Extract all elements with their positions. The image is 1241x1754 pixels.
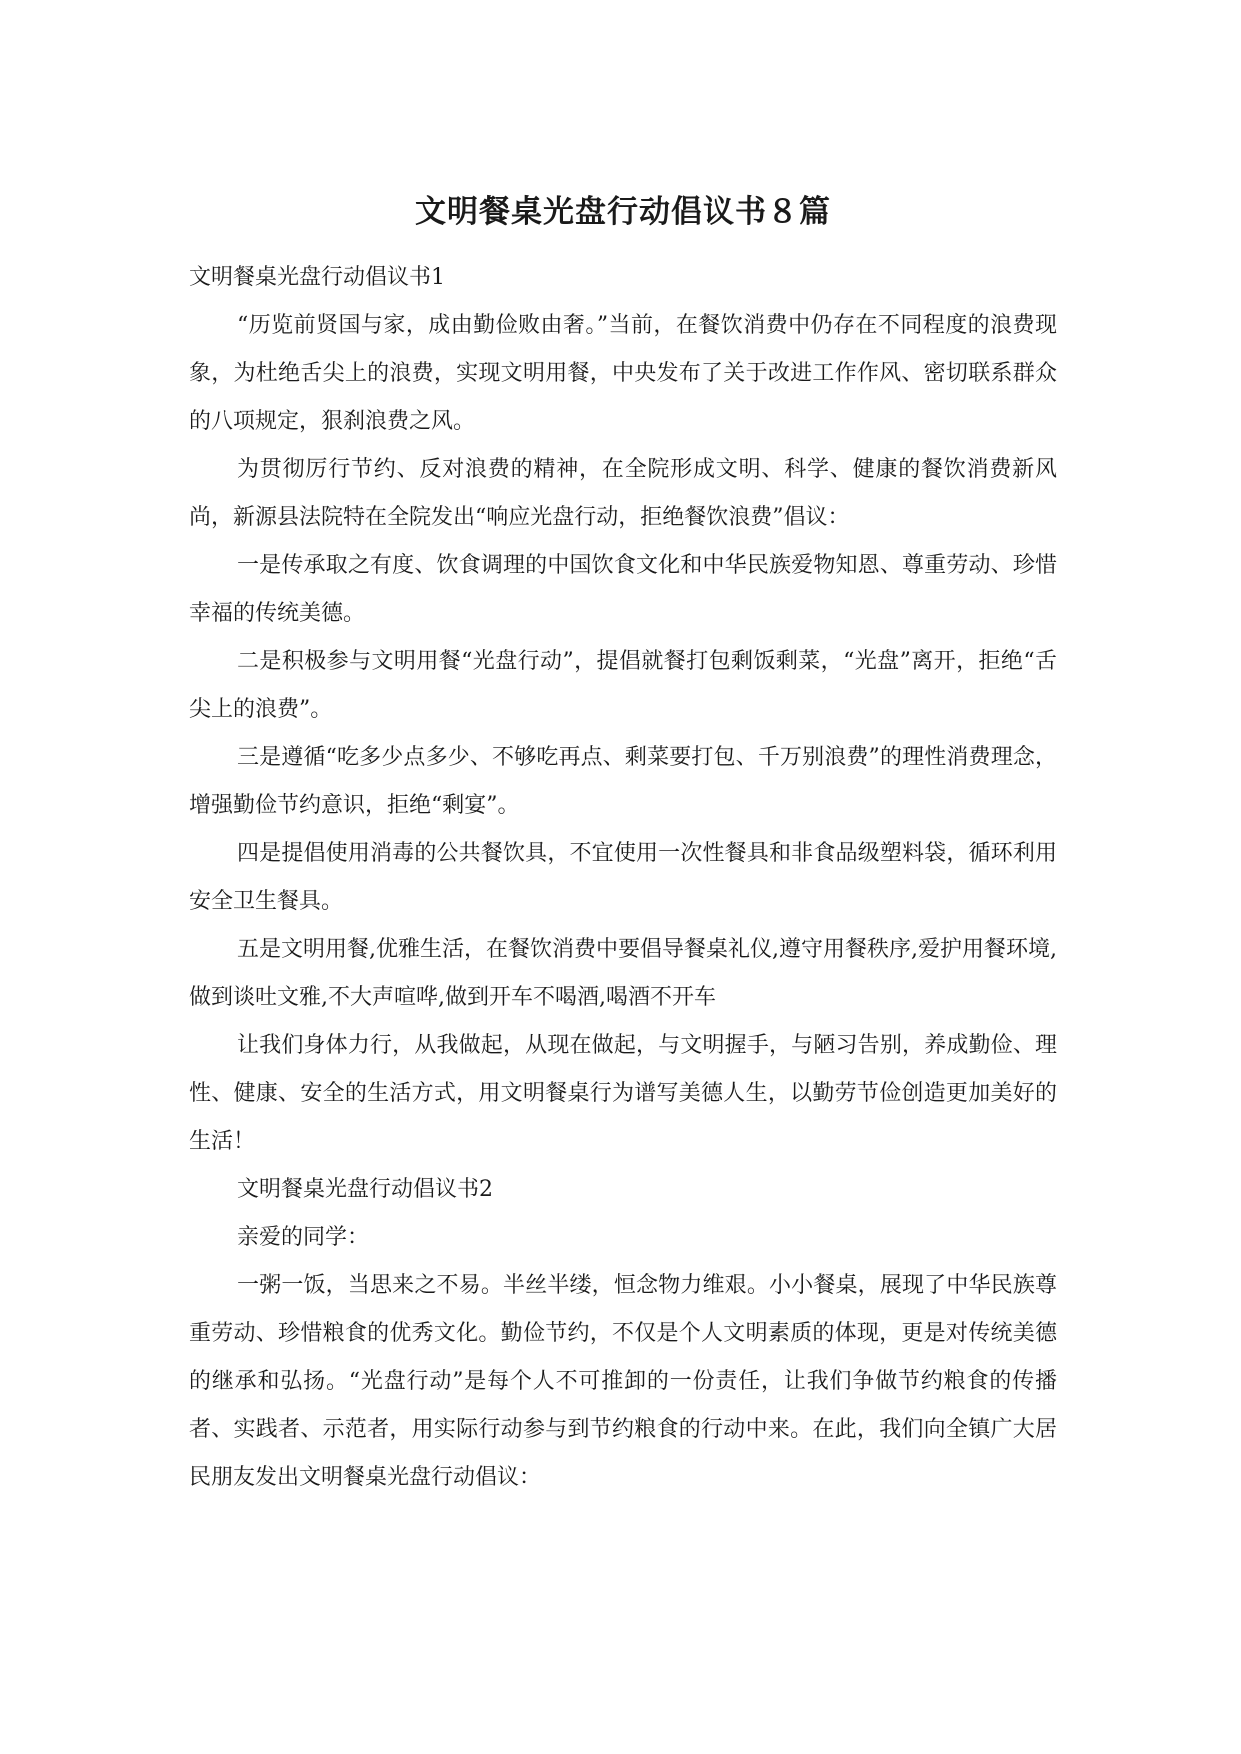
paragraph: 为贯彻厉行节约、反对浪费的精神，在全院形成文明、科学、健康的餐饮消费新风尚，新源县法院特在全院发出“响应光盘行动，拒绝餐饮浪费”倡议： (189, 457, 1057, 530)
paragraph: 文明餐桌光盘行动倡议书1 (189, 265, 445, 290)
paragraph: 一粥一饭，当思来之不易。半丝半缕，恒念物力维艰。小小餐桌，展现了中华民族尊重劳动、珍惜粮食的优秀文化。勤俭节约，不仅是个人文明素质的体现，更是对传统美德的继承和弘扬。“光盘行动”是每个人不可推卸的一份责任，让我们争做节约粮食的传播者、实践者、示范者，用实际行动参与到节约粮食的行动中来。在此，我们向全镇广大居民朋友发出文明餐桌光盘行动倡议： (189, 1273, 1057, 1490)
paragraph: 一是传承取之有度、饮食调理的中国饮食文化和中华民族爱物知恩、尊重劳动、珍惜幸福的传统美德。 (189, 553, 1057, 626)
section-heading: 文明餐桌光盘行动倡议书2 (237, 1177, 493, 1202)
document-title: 文明餐桌光盘行动倡议书８篇 (415, 194, 831, 230)
paragraph: 二是积极参与文明用餐“光盘行动”，提倡就餐打包剩饭剩菜，“光盘”离开，拒绝“舌尖上的浪费”。 (189, 649, 1057, 722)
paragraph: 五是文明用餐,优雅生活，在餐饮消费中要倡导餐桌礼仪,遵守用餐秩序,爱护用餐环境,做到谈吐文雅,不大声喧哗,做到开车不喝酒,喝酒不开车 (189, 937, 1057, 1010)
paragraph: 让我们身体力行，从我做起，从现在做起，与文明握手，与陋习告别，养成勤俭、理性、健康、安全的生活方式，用文明餐桌行为谱写美德人生，以勤劳节俭创造更加美好的生活！ (189, 1033, 1057, 1154)
paragraph: 三是遵循“吃多少点多少、不够吃再点、剩菜要打包、千万别浪费”的理性消费理念，增强勤俭节约意识，拒绝“剩宴”。 (189, 745, 1057, 818)
paragraph: “历览前贤国与家，成由勤俭败由奢。”当前，在餐饮消费中仍存在不同程度的浪费现象，为杜绝舌尖上的浪费，实现文明用餐，中央发布了关于改进工作作风、密切联系群众的八项规定，狠刹浪费之风。 (189, 313, 1057, 434)
document-body (189, 254, 1057, 1502)
salutation: 亲爱的同学： (237, 1225, 370, 1250)
paragraph: 四是提倡使用消毒的公共餐饮具，不宜使用一次性餐具和非食品级塑料袋，循环利用安全卫生餐具。 (189, 841, 1057, 914)
